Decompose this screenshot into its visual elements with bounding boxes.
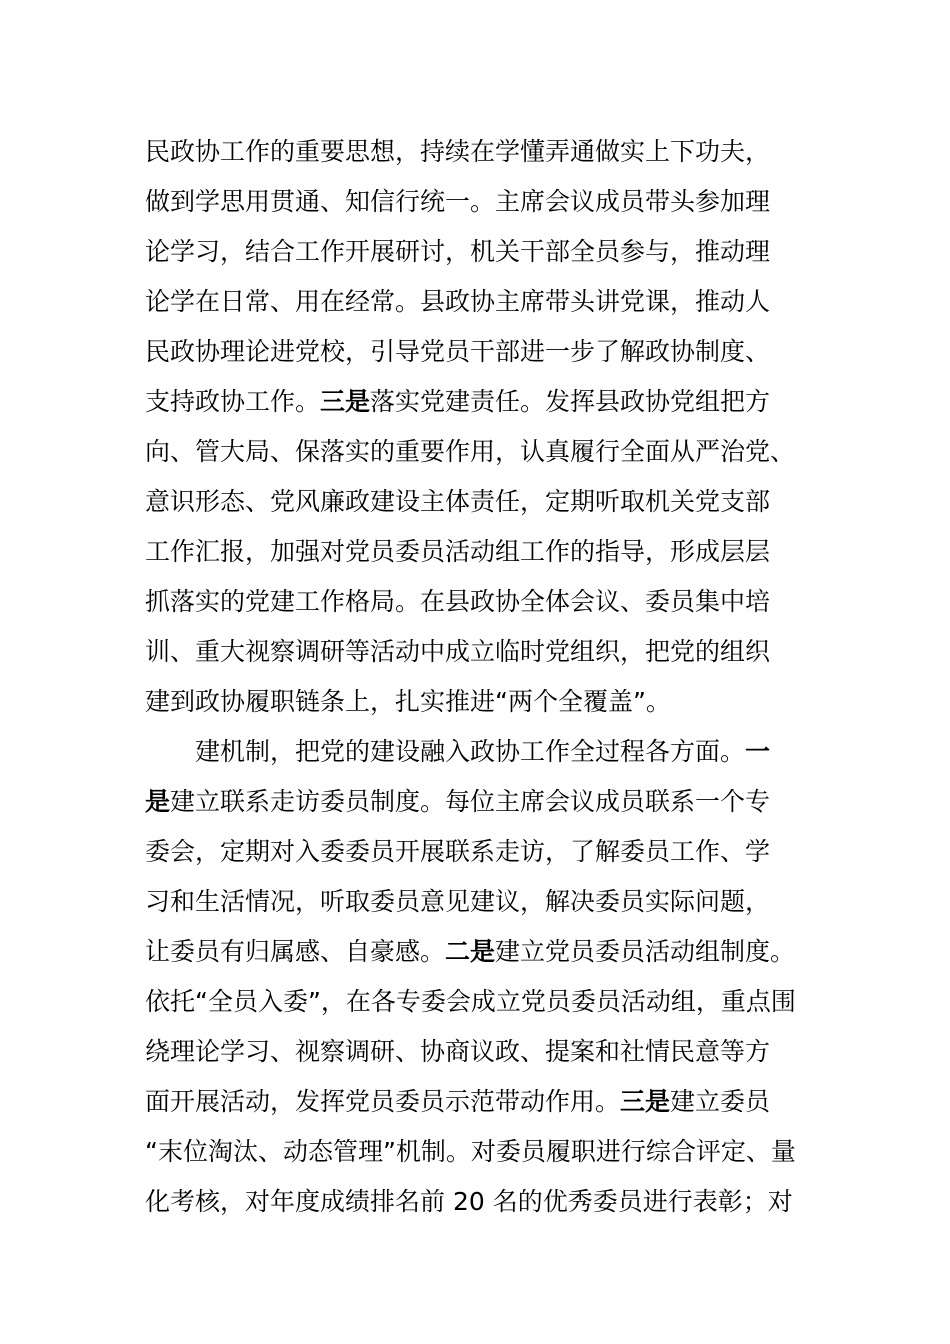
text-line — [145, 1077, 805, 1127]
text-segment: 训、重大视察调研等活动中成立临时党组织，把党的组织 — [145, 637, 771, 666]
text-segment: 向、管大局、保落实的重要作用，认真履行全面从严治党、 — [145, 437, 796, 466]
text-segment: 建到政协履职链条上，扎实推进“两个全覆盖”。 — [145, 687, 671, 716]
text-line — [145, 977, 805, 1027]
text-line — [145, 527, 805, 577]
text-segment: 抓落实的党建工作格局。在县政协全体会议、委员集中培 — [145, 587, 771, 616]
text-segment: 支持政协工作。 — [145, 387, 321, 416]
text-line — [145, 677, 805, 727]
text-line — [145, 227, 805, 277]
text-segment: 民政协工作的重要思想，持续在学懂弄通做实上下功夫， — [145, 137, 771, 166]
text-segment: 建立联系走访委员制度。每位主席会议成员联系一个专 — [170, 787, 771, 816]
bold-text-segment: 三是 — [320, 387, 371, 416]
text-line — [145, 427, 805, 477]
text-segment: 论学习，结合工作开展研讨，机关干部全员参与，推动理 — [145, 237, 771, 266]
text-segment: 建立委员 — [670, 1087, 771, 1116]
text-segment: 民政协理论进党校，引导党员干部进一步了解政协制度、 — [145, 337, 771, 366]
bold-text-segment: 二是 — [445, 937, 496, 966]
text-segment: 工作汇报，加强对党员委员活动组工作的指导，形成层层 — [145, 537, 771, 566]
document-body-text — [145, 127, 805, 1227]
text-line — [145, 627, 805, 677]
text-line — [145, 1127, 805, 1177]
text-line — [145, 877, 805, 927]
text-segment: “末位淘汰、动态管理”机制。对委员履职进行综合评定、量 — [145, 1137, 796, 1166]
text-line — [145, 727, 805, 777]
text-segment: 建机制，把党的建设融入政协工作全过程各方面。 — [195, 737, 746, 766]
text-segment: 意识形态、党风廉政建设主体责任，定期听取机关党支部 — [145, 487, 771, 516]
bold-text-segment: 一 — [745, 737, 771, 766]
text-line — [145, 177, 805, 227]
bold-text-segment: 三是 — [620, 1087, 671, 1116]
text-line — [145, 577, 805, 627]
text-segment: 建立党员委员活动组制度。 — [495, 937, 796, 966]
text-line — [145, 277, 805, 327]
text-segment: 论学在日常、用在经常。县政协主席带头讲党课，推动人 — [145, 287, 771, 316]
text-segment: 委会，定期对入委委员开展联系走访，了解委员工作、学 — [145, 837, 771, 866]
bold-text-segment: 是 — [145, 787, 171, 816]
text-segment: 做到学思用贯通、知信行统一。主席会议成员带头参加理 — [145, 187, 771, 216]
text-line — [145, 1027, 805, 1077]
text-segment: 绕理论学习、视察调研、协商议政、提案和社情民意等方 — [145, 1037, 771, 1066]
text-segment: 落实党建责任。发挥县政协党组把方 — [370, 387, 771, 416]
text-line — [145, 477, 805, 527]
text-segment: 面开展活动，发挥党员委员示范带动作用。 — [145, 1087, 621, 1116]
text-line — [145, 327, 805, 377]
text-segment: 化考核，对年度成绩排名前 20 名的优秀委员进行表彰；对 — [145, 1187, 793, 1216]
text-segment: 习和生活情况，听取委员意见建议，解决委员实际问题， — [145, 887, 771, 916]
text-line — [145, 127, 805, 177]
text-segment: 让委员有归属感、自豪感。 — [145, 937, 446, 966]
text-line — [145, 927, 805, 977]
text-line — [145, 1177, 805, 1227]
text-line — [145, 777, 805, 827]
text-line — [145, 377, 805, 427]
text-line — [145, 827, 805, 877]
text-segment: 依托“全员入委”，在各专委会成立党员委员活动组，重点围 — [145, 987, 796, 1016]
